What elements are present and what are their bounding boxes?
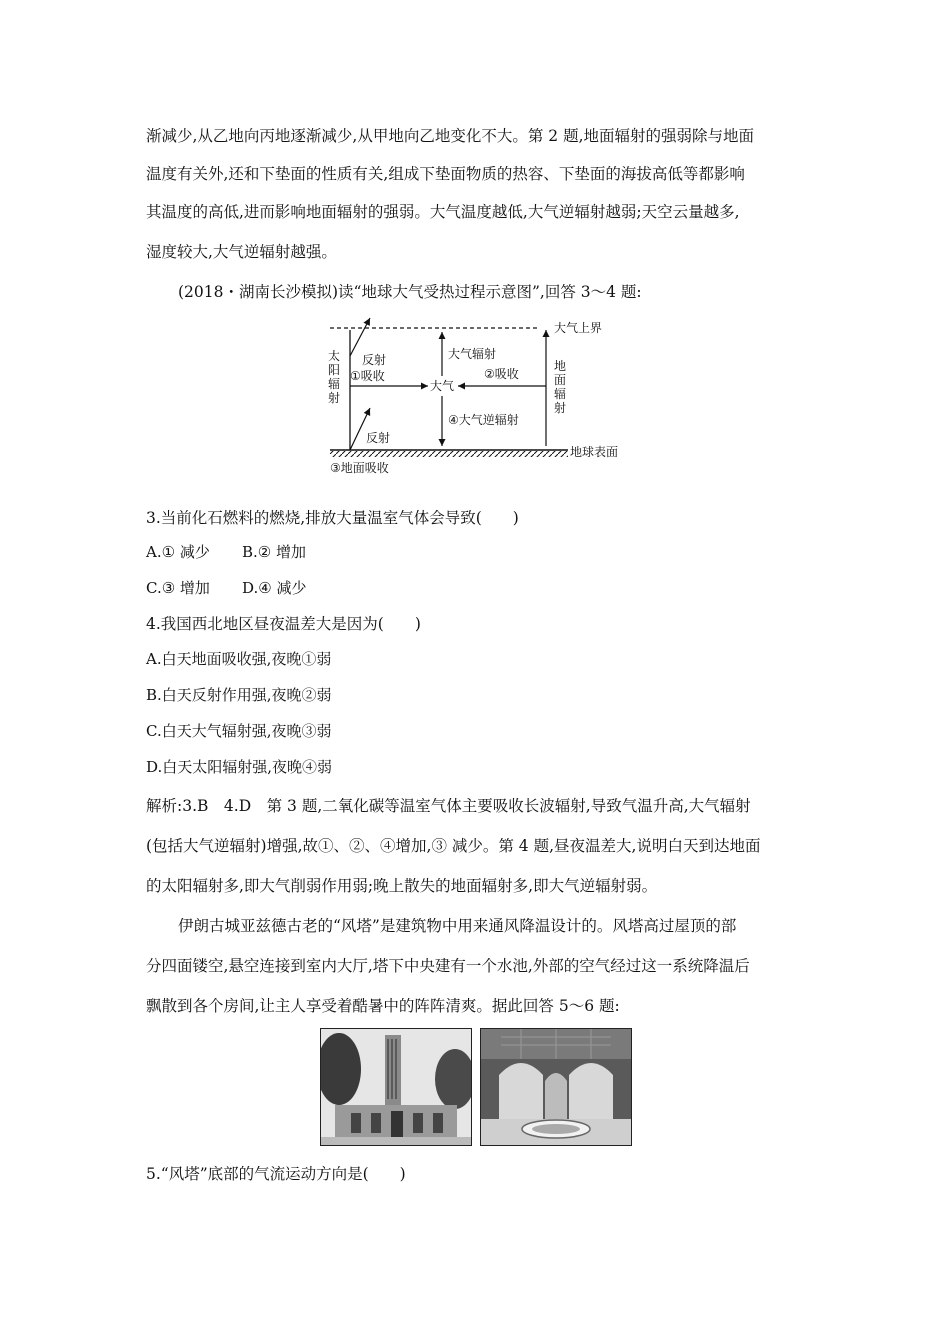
q4-option-d: D.白天太阳辐射强,夜晚④弱	[146, 758, 333, 776]
analysis-line: (包括大气逆辐射)增强,故①、②、④增加,③ 减少。第 4 题,昼夜温差大,说明白天到达地面	[146, 837, 761, 855]
question-intro: (2018・湖南长沙模拟)读“地球大气受热过程示意图”,回答 3～4 题:	[178, 283, 642, 301]
ground-radiation-char: 射	[554, 401, 567, 415]
q3-option-d: D.④ 减少	[242, 579, 307, 597]
paragraph-line: 渐减少,从乙地向丙地逐渐减少,从甲地向乙地变化不大。第 2 题,地面辐射的强弱除与地面	[146, 127, 754, 145]
absorb-2-label: ②吸收	[484, 367, 519, 381]
atmosphere-label: 大气	[430, 379, 455, 393]
paragraph-line: 飘散到各个房间,让主人享受着酷暑中的阵阵清爽。据此回答 5～6 题:	[146, 997, 620, 1015]
question-3-stem: 3.当前化石燃料的燃烧,排放大量温室气体会导致( )	[146, 509, 519, 527]
solar-radiation-char: 阳	[328, 363, 341, 377]
q3-option-b: B.② 增加	[242, 543, 307, 561]
solar-radiation-char: 太	[328, 349, 341, 363]
ground-radiation-char: 地	[554, 359, 567, 373]
q4-option-c: C.白天大气辐射强,夜晚③弱	[146, 722, 332, 740]
counter-radiation-label: ④大气逆辐射	[448, 413, 519, 427]
paragraph-line: 分四面镂空,悬空连接到室内大厅,塔下中央建有一个水池,外部的空气经过这一系统降温后	[146, 957, 750, 975]
analysis-line: 的太阳辐射多,即大气削弱作用弱;晚上散失的地面辐射多,即大气逆辐射弱。	[146, 877, 658, 895]
paragraph-line: 温度有关外,还和下垫面的性质有关,组成下垫面物质的热容、下垫面的海拔高低等都影响	[146, 165, 745, 183]
paragraph-line: 伊朗古城亚兹德古老的“风塔”是建筑物中用来通风降温设计的。风塔高过屋顶的部	[178, 917, 737, 935]
atmosphere-heating-diagram	[318, 316, 638, 476]
solar-radiation-char: 辐	[328, 377, 341, 391]
earth-surface-label: 地球表面	[570, 445, 619, 459]
q4-option-b: B.白天反射作用强,夜晚②弱	[146, 686, 332, 704]
reflect-bottom-label: 反射	[366, 431, 391, 445]
reflect-top-arrow	[350, 318, 370, 356]
ground-radiation-char: 辐	[554, 387, 567, 401]
question-4-stem: 4.我国西北地区昼夜温差大是因为( )	[146, 615, 421, 633]
absorb-1-label: ①吸收	[350, 369, 385, 383]
ground-radiation-char: 面	[554, 373, 567, 387]
paragraph-line: 其温度的高低,进而影响地面辐射的强弱。大气温度越低,大气逆辐射越弱;天空云量越多,	[146, 203, 740, 221]
atm-radiation-label: 大气辐射	[448, 347, 497, 361]
wind-tower-exterior-photo	[320, 1028, 472, 1146]
analysis-line: 解析:3.B 4.D 第 3 题,二氧化碳等温室气体主要吸收长波辐射,导致气温升高,大气辐射	[146, 797, 751, 815]
atmosphere-top-label: 大气上界	[554, 321, 603, 335]
ground-hatch	[330, 451, 568, 457]
reflect-top-label: 反射	[362, 353, 387, 367]
q4-option-a: A.白天地面吸收强,夜晚①弱	[146, 650, 332, 668]
solar-radiation-char: 射	[328, 391, 341, 405]
q3-option-c: C.③ 增加	[146, 579, 210, 597]
paragraph-line: 湿度较大,大气逆辐射越强。	[146, 243, 337, 261]
wind-tower-interior-photo	[480, 1028, 632, 1146]
question-5-stem: 5.“风塔”底部的气流运动方向是( )	[146, 1165, 406, 1183]
q3-option-a: A.① 减少	[146, 543, 210, 561]
ground-absorb-label: ③地面吸收	[330, 461, 389, 475]
